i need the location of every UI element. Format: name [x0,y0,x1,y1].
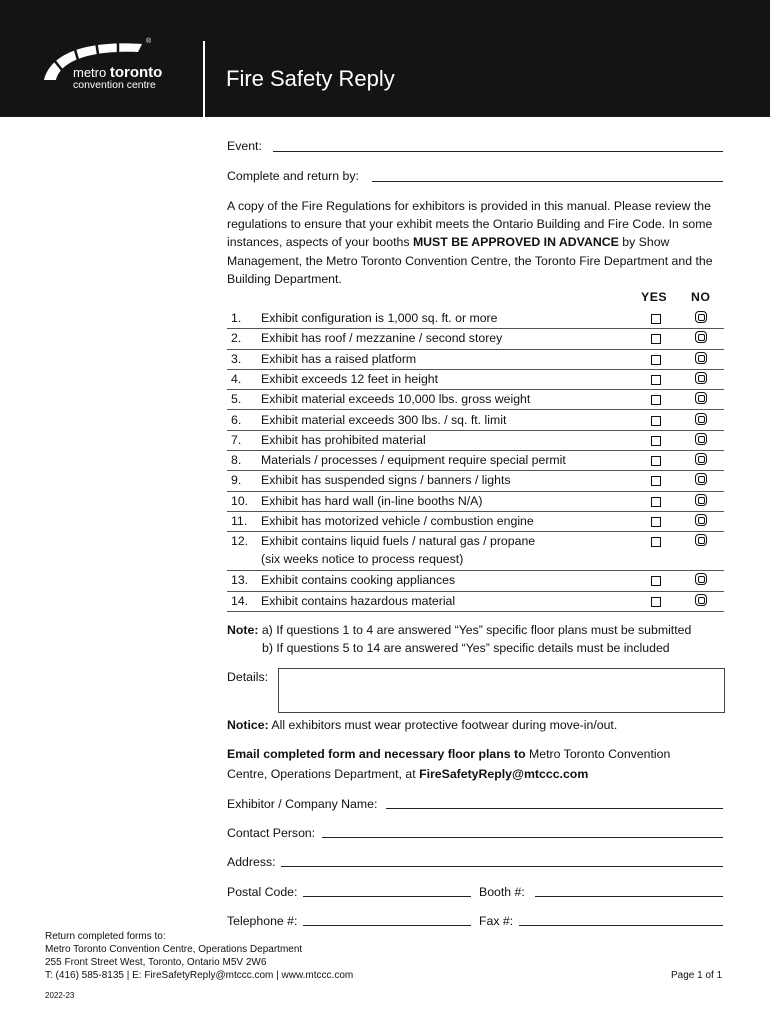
question-label: Exhibit contains liquid fuels / natural gas / propane [261,534,536,549]
address-label: Address: [227,855,276,869]
registered-mark: ® [146,38,152,45]
question-label: Exhibit contains cooking appliances [261,573,456,588]
no-checkbox[interactable] [695,433,707,445]
details-label: Details: [227,670,269,684]
question-label: Exhibit has hard wall (in-line booths N/A) [261,493,483,508]
company-label: Exhibitor / Company Name: [227,797,378,811]
event-label: Event: [227,139,262,153]
no-checkbox[interactable] [695,372,707,384]
footer-address: 255 Front Street West, Toronto, Ontario M5V 2W6 [45,957,267,968]
complete-by-field[interactable] [372,181,723,182]
fax-label: Fax #: [479,914,514,928]
notice-text: Notice: All exhibitors must wear protective footwear during move-in/out. [227,718,618,732]
booth-field[interactable] [535,896,723,897]
no-checkbox[interactable] [695,494,707,506]
question-row [227,470,724,491]
question-row [227,308,724,329]
no-checkbox[interactable] [695,534,707,546]
no-checkbox[interactable] [695,392,707,404]
question-row [227,349,724,370]
question-number: 8. [231,453,242,468]
logo-line2: convention centre [73,79,156,91]
no-checkbox[interactable] [695,413,707,425]
question-row [227,369,724,390]
question-row [227,511,724,532]
question-label: Exhibit configuration is 1,000 sq. ft. or more [261,311,498,325]
yes-checkbox[interactable] [651,416,661,426]
yes-checkbox[interactable] [651,334,661,344]
question-row [227,410,724,431]
address-field[interactable] [281,866,723,867]
question-label: Exhibit contains hazardous material [261,593,456,608]
question-number: 11. [231,514,248,528]
company-field[interactable] [386,808,723,809]
question-row [227,570,724,591]
note-a: Note: a) If questions 1 to 4 are answered “Yes” specific floor plans must be submitted [227,623,692,637]
event-field[interactable] [273,151,723,152]
question-label: Exhibit material exceeds 10,000 lbs. gross weight [261,392,531,407]
header-banner [0,0,770,117]
question-label-note: (six weeks notice to process request) [261,552,464,567]
question-row [227,328,724,349]
yes-checkbox[interactable] [651,476,661,486]
question-number: 5. [231,392,242,407]
question-row [227,450,724,471]
email-line1: Email completed form and necessary floor plans to Metro Toronto Convention [227,747,671,761]
intro-paragraph: A copy of the Fire Regulations for exhibitors is provided in this manual. Please review the regulations to ensure that your exhibit meets the Ontario Building and Fire Code. In some instances, aspects of your booths MUST BE APPROVED IN ADVANCE by Show Management, the Metro Toronto Convention Centre, the Toronto Fire Department and the Building Department. [227,199,713,286]
question-number: 6. [231,412,242,427]
question-number: 12. [231,534,249,549]
no-checkbox[interactable] [695,311,707,323]
postal-code-label: Postal Code: [227,885,298,899]
yes-checkbox[interactable] [651,395,661,405]
no-checkbox[interactable] [695,352,707,364]
footer-year: 2022-23 [45,991,75,1000]
question-label: Exhibit has suspended signs / banners / lights [261,473,511,488]
page-number: Page 1 of 1 [671,970,723,981]
question-label: Exhibit has motorized vehicle / combustion engine [261,514,534,528]
complete-by-label: Complete and return by: [227,169,359,183]
question-number: 4. [231,371,242,386]
no-checkbox[interactable] [695,331,707,343]
no-checkbox[interactable] [695,594,707,606]
yes-column-header: YES [641,290,668,304]
question-number: 3. [231,351,242,366]
yes-checkbox[interactable] [651,456,661,466]
question-number: 2. [231,331,242,346]
yes-checkbox[interactable] [651,537,661,547]
question-label: Exhibit material exceeds 300 lbs. / sq. ft. limit [261,412,507,427]
question-label: Exhibit has a raised platform [261,351,417,366]
contact-label: Contact Person: [227,826,316,840]
question-number: 1. [231,311,242,325]
question-row [227,430,724,451]
page-title: Fire Safety Reply [226,66,395,91]
question-number: 14. [231,593,249,608]
question-label: Exhibit has roof / mezzanine / second storey [261,331,503,346]
email-line2: Centre, Operations Department, at FireSafetyReply@mtccc.com [227,767,589,781]
no-checkbox[interactable] [695,573,707,585]
no-checkbox[interactable] [695,453,707,465]
question-label: Materials / processes / equipment require special permit [261,453,566,468]
footer-return-label: Return completed forms to: [45,931,166,942]
question-row [227,491,724,512]
yes-checkbox[interactable] [651,597,661,607]
yes-checkbox[interactable] [651,355,661,365]
footer-organization: Metro Toronto Convention Centre, Operations Department [45,944,303,955]
booth-label: Booth #: [479,885,525,899]
logo-line1: metro toronto [73,64,163,81]
question-row [227,531,724,571]
question-label: Exhibit exceeds 12 feet in height [261,371,439,386]
yes-checkbox[interactable] [651,576,661,586]
question-number: 10. [231,493,249,508]
yes-checkbox[interactable] [651,497,661,507]
question-number: 9. [231,473,242,488]
question-label: Exhibit has prohibited material [261,432,426,447]
note-b: b) If questions 5 to 14 are answered “Yes” specific details must be included [262,641,670,655]
yes-checkbox[interactable] [651,517,661,527]
fax-field[interactable] [519,925,723,926]
no-column-header: NO [691,290,711,304]
postal-code-field[interactable] [303,896,471,897]
telephone-label: Telephone #: [227,914,298,928]
no-checkbox[interactable] [695,473,707,485]
header-divider [203,41,205,117]
question-row [227,389,724,410]
telephone-field[interactable] [303,925,471,926]
question-row [227,591,724,612]
yes-checkbox[interactable] [651,436,661,446]
yes-checkbox[interactable] [651,375,661,385]
details-input[interactable] [278,668,725,713]
yes-checkbox[interactable] [651,314,661,324]
question-number: 13. [231,573,249,588]
no-checkbox[interactable] [695,514,707,526]
question-number: 7. [231,432,242,447]
contact-field[interactable] [322,837,723,838]
footer-contact: T: (416) 585-8135 | E: FireSafetyReply@mtccc.com | www.mtccc.com [45,970,354,981]
